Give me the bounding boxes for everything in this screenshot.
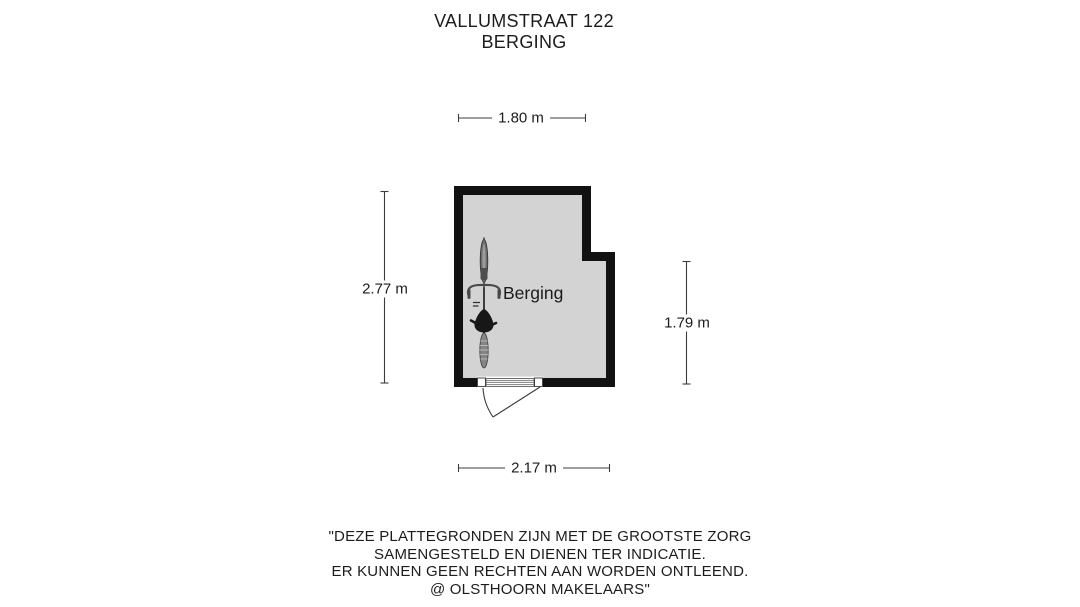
door-swing-arc (483, 388, 493, 417)
disclaimer-line: @ OLSTHOORN MAKELAARS" (430, 580, 650, 598)
dimension-label-left: 2.77 m (356, 281, 414, 298)
room-label: Berging (503, 283, 564, 303)
dimension-label-bottom: 2.17 m (505, 460, 563, 477)
door-jamb-left (478, 378, 486, 386)
dimension-label-right: 1.79 m (658, 315, 716, 332)
disclaimer-line: "DEZE PLATTEGRONDEN ZIJN MET DE GROOTSTE ZORG (328, 528, 752, 545)
door (477, 377, 543, 417)
bike-fork (481, 268, 488, 280)
disclaimer-line: ER KUNNEN GEEN RECHTEN AAN WORDEN ONTLEEND. (331, 563, 749, 580)
title-room-type: BERGING (481, 32, 567, 52)
title-address: VALLUMSTRAAT 122 (434, 11, 614, 31)
door-leaf (493, 387, 540, 417)
door-jamb-right (535, 378, 543, 386)
dimension-label-top: 1.80 m (492, 110, 550, 127)
disclaimer (0, 528, 1080, 598)
disclaimer-line: SAMENGESTELD EN DIENEN TER INDICATIE. (374, 545, 706, 563)
